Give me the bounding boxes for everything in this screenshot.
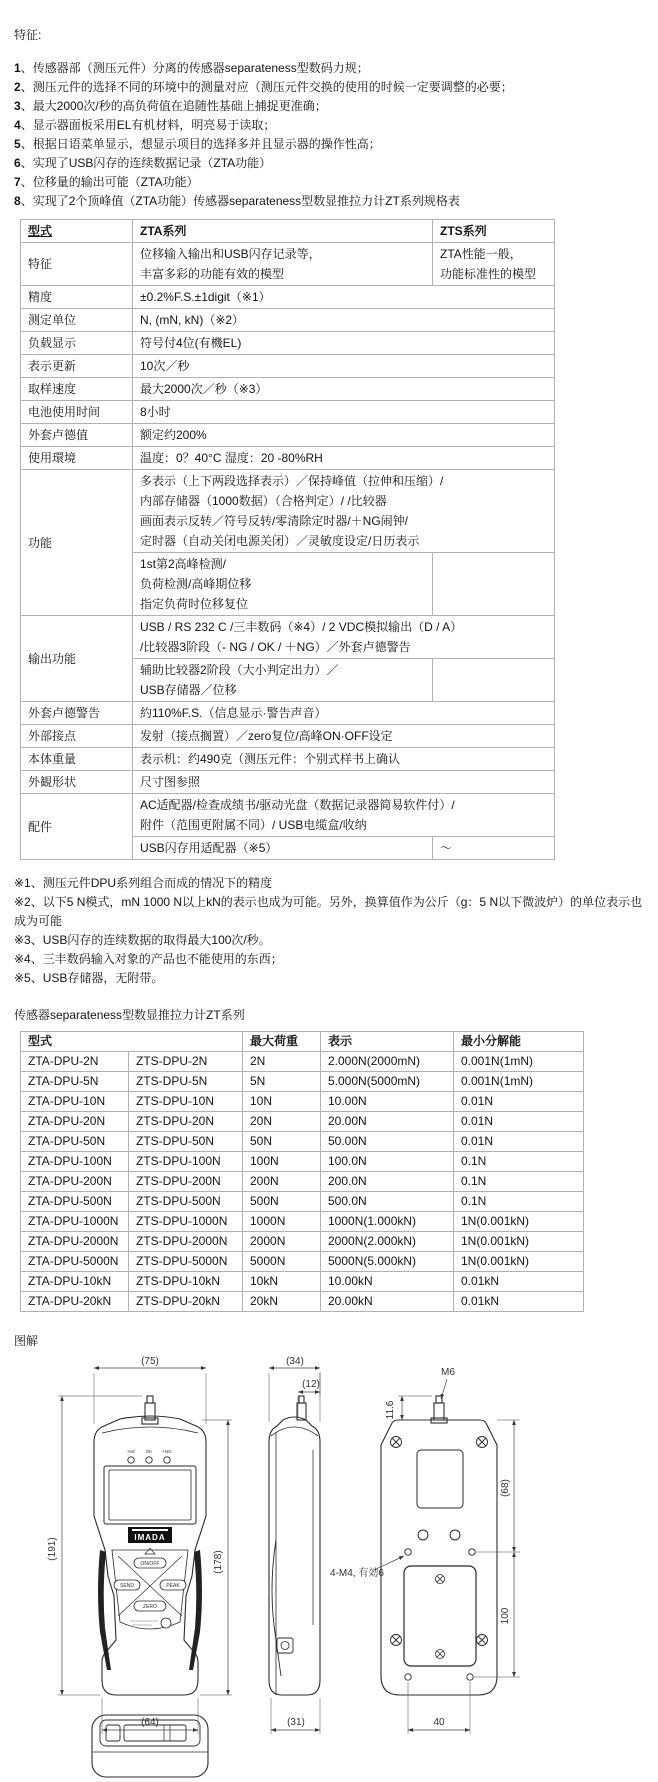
front-left-grip: [98, 1550, 111, 1670]
spec-row: [21, 243, 555, 286]
table-cell: 0.1N: [454, 1172, 584, 1192]
table-cell: ZTA-DPU-100N: [21, 1152, 129, 1172]
table-cell: ZTA-DPU-20N: [21, 1112, 129, 1132]
cell-line: 位移输入输出和USB闪存记录等，: [140, 247, 321, 261]
battery-cover-screws: [436, 1575, 445, 1659]
rear-pin-tip: [436, 1396, 442, 1403]
cell-line: 功能标准性的模型: [440, 267, 537, 281]
table-cell: ZTS-DPU-10N: [129, 1092, 243, 1112]
model-row: [21, 1132, 584, 1152]
front-cap-line: [102, 1427, 198, 1433]
rear-hole-right: [450, 1530, 460, 1540]
rear-body-outline: [381, 1420, 497, 1695]
cell-line: 辅助比较器2阶段（大小判定出力）／: [140, 663, 339, 677]
table-cell: 50.00N: [321, 1132, 454, 1152]
table-cell: [133, 243, 433, 286]
feature-text: 、测压元件的选择不同的环境中的测量对应（测压元件交换的使用的时候一定要调整的必要；: [20, 80, 513, 94]
feature-item: [14, 97, 658, 116]
cell-line: 内部存储器（1000数据）（合格判定）/ /比较器: [140, 494, 387, 508]
table-cell: ZTA-DPU-10kN: [21, 1272, 129, 1292]
table-cell: ZTA-DPU-10N: [21, 1092, 129, 1112]
display-screen: [109, 1470, 191, 1520]
table-cell: ZTA-DPU-1000N: [21, 1212, 129, 1232]
led-plus-label: +NG: [162, 1449, 172, 1454]
model-row: [21, 1232, 584, 1252]
dim-rear-lower-span-label: 100: [500, 1607, 511, 1625]
feature-text: 、显示器面板采用EL有机材料，明亮易于读取；: [20, 118, 276, 132]
table-cell: 10.00N: [321, 1092, 454, 1112]
table-cell: 2000N: [243, 1232, 321, 1252]
table-cell: 取样速度: [21, 378, 133, 401]
feature-number: 2: [14, 80, 21, 94]
side-cap-line: [271, 1427, 318, 1436]
table-cell: 测定单位: [21, 309, 133, 332]
column-header: 型式: [21, 1032, 243, 1052]
send-button-label: SEND: [120, 1583, 134, 1589]
table-cell: 表示更新: [21, 355, 133, 378]
front-view-drawing: [94, 1396, 206, 1695]
led-minus-label: -NG: [126, 1449, 136, 1454]
table-cell: 符号付4位(有機EL): [133, 332, 555, 355]
m4-hole-bottom-right: [467, 1674, 473, 1680]
cell-line: /比较器3阶段（- NG / OK / ＋NG）／外套卢德警告: [140, 640, 411, 654]
spec-row: [21, 794, 555, 837]
front-pin: [145, 1403, 155, 1420]
feature-text: 、实现了USB闪存的连续数据记录（ZTA功能）: [20, 156, 272, 170]
models-table: [20, 1031, 584, 1312]
dimension-lines: [58, 1368, 520, 1734]
model-row: [21, 1172, 584, 1192]
dim-side-pin-width-label: (12): [302, 1379, 320, 1390]
table-cell: 0.01kN: [454, 1292, 584, 1312]
m4-hole-top-left: [405, 1549, 411, 1555]
table-cell: 20.00N: [321, 1112, 454, 1132]
model-row: [21, 1112, 584, 1132]
table-cell: 5N: [243, 1072, 321, 1092]
table-cell: 表示机：约490克（测压元件：个别式样书上确认: [133, 748, 555, 771]
table-cell: ZTS-DPU-200N: [129, 1172, 243, 1192]
footnote: ※3、USB闪存的连续数据的取得最大100次/秒。: [14, 933, 271, 947]
table-cell: 10次／秒: [133, 355, 555, 378]
table-cell: [433, 243, 555, 286]
dim-side-bottom-width-label: (31): [287, 1717, 305, 1728]
dim-front-bottom-width-label: (64): [141, 1717, 159, 1728]
spec-row: [21, 725, 555, 748]
cell-line: AC适配器/检查成绩书/驱动光盘（数据记录器简易软件付）/: [140, 798, 455, 812]
front-pin-flange: [142, 1418, 158, 1424]
table-cell: 外套卢德警告: [21, 702, 133, 725]
spec-row: [21, 332, 555, 355]
rear-display-cutout: [417, 1450, 463, 1508]
table-cell: 50N: [243, 1132, 321, 1152]
bottom-slot-ticks: [164, 1725, 170, 1741]
models-title: 传感器separateness型数显推拉力计ZT系列: [14, 1008, 245, 1022]
table-cell: N, (mN, kN)（※2）: [133, 309, 555, 332]
set-button: [161, 1618, 171, 1628]
bottom-slot-small: [106, 1725, 120, 1741]
dim-front-height-left-label: (191): [47, 1537, 58, 1561]
spec-row: [21, 401, 555, 424]
dim-front-width-label: (75): [141, 1356, 159, 1367]
dim-side-width-label: (34): [286, 1356, 304, 1367]
model-row: [21, 1052, 584, 1072]
model-row: [21, 1272, 584, 1292]
feature-number: 6: [14, 156, 21, 170]
feature-text: 、位移量的输出可能（ZTA功能）: [20, 175, 199, 189]
table-cell: 0.01N: [454, 1132, 584, 1152]
table-cell: USB闪存用适配器（※5）: [133, 837, 433, 860]
models-header-row: [21, 1032, 584, 1052]
table-cell: ZTA-DPU-2N: [21, 1052, 129, 1072]
table-cell: 20.00kN: [321, 1292, 454, 1312]
feature-number: 4: [14, 118, 21, 132]
table-cell: ZTA-DPU-50N: [21, 1132, 129, 1152]
side-connector: [277, 1638, 293, 1653]
table-cell: ZTS-DPU-20N: [129, 1112, 243, 1132]
table-cell: 0.1N: [454, 1192, 584, 1212]
model-row: [21, 1192, 584, 1212]
table-cell: 約110%F.S.（信息显示·警告声音）: [133, 702, 555, 725]
feature-number: 8: [14, 194, 21, 208]
table-cell: 电池使用时间: [21, 401, 133, 424]
m4-hole-bottom-left: [405, 1674, 411, 1680]
table-cell: 尺寸图参照: [133, 771, 555, 794]
table-cell: ZTS-DPU-1000N: [129, 1212, 243, 1232]
dim-rear-hole-span-label: 40: [433, 1717, 445, 1728]
table-cell: ZTA-DPU-200N: [21, 1172, 129, 1192]
table-cell: [433, 553, 555, 616]
table-cell: ZTS-DPU-5000N: [129, 1252, 243, 1272]
battery-cover: [404, 1566, 476, 1666]
spec-table: [20, 219, 555, 860]
imada-logo-text: IMADA: [134, 1533, 166, 1542]
spec-row: [21, 470, 555, 553]
features-list: [14, 59, 658, 211]
table-cell: ZTA-DPU-2000N: [21, 1232, 129, 1252]
table-cell: ZTS系列: [433, 220, 555, 243]
feature-item: [14, 59, 658, 78]
table-cell: ZTA-DPU-5N: [21, 1072, 129, 1092]
rear-pin-thread-label: M6: [441, 1367, 455, 1378]
table-cell: [133, 659, 433, 702]
side-grip-curve: [272, 1540, 281, 1676]
column-header: 最小分解能: [454, 1032, 584, 1052]
table-cell: 本体重量: [21, 748, 133, 771]
spec-row: [21, 447, 555, 470]
table-cell: 2000N(2.000kN): [321, 1232, 454, 1252]
table-cell: 1000N(1.000kN): [321, 1212, 454, 1232]
spec-row: [21, 220, 555, 243]
cell-line: USB / RS 232 C /三丰数码（※4）/ 2 VDC模拟输出（D / A）: [140, 620, 463, 634]
table-cell: ZTS-DPU-500N: [129, 1192, 243, 1212]
dimension-labels: [47, 1356, 511, 1728]
footnote: ※4、三丰数码输入对象的产品也不能使用的东西；: [14, 952, 283, 966]
table-cell: 2.000N(2000mN): [321, 1052, 454, 1072]
spec-row: [21, 424, 555, 447]
rear-view-drawing: [381, 1396, 497, 1695]
table-cell: ZTS-DPU-10kN: [129, 1272, 243, 1292]
spec-row: [21, 286, 555, 309]
zero-button-label: ZERO: [143, 1604, 157, 1610]
cell-line: 附件（范围更附属不同）/ USB电缆盒/收纳: [140, 818, 367, 832]
cell-line: 1st第2高峰检测/: [140, 557, 227, 571]
table-cell: [133, 616, 555, 659]
features-title: 特征:: [14, 28, 42, 42]
table-cell: [433, 659, 555, 702]
table-cell: 10kN: [243, 1272, 321, 1292]
m4-hole-top-right: [469, 1549, 475, 1555]
feature-item: [14, 173, 658, 192]
dim-rear-upper-span-label: (68): [500, 1479, 511, 1497]
feature-text: 、实现了2个顶峰值（ZTA功能）传感器separateness型数显推拉力计ZT系列规格表: [20, 194, 460, 208]
table-cell: 最大2000次／秒（※3）: [133, 378, 555, 401]
feature-text: 、根据日语菜单显示，想显示项目的选择多并且显示器的操作性高；: [20, 137, 381, 151]
table-cell: 外部接点: [21, 725, 133, 748]
cell-line: 定时器（自动关闭电源关闭）／灵敏度设定/日历表示: [140, 534, 420, 548]
table-cell: 0.1N: [454, 1152, 584, 1172]
feature-number: 7: [14, 175, 21, 189]
spec-row: [21, 378, 555, 401]
table-cell: ZTS-DPU-20kN: [129, 1292, 243, 1312]
table-cell: 外観形状: [21, 771, 133, 794]
spec-row: [21, 616, 555, 659]
table-cell: ZTS-DPU-2N: [129, 1052, 243, 1072]
arrow-up-key: [145, 1548, 155, 1554]
cell-line: 丰富多彩的功能有效的模型: [140, 267, 285, 281]
table-cell: 100N: [243, 1152, 321, 1172]
side-pin-tip: [299, 1396, 304, 1403]
table-cell: 0.01N: [454, 1112, 584, 1132]
feature-number: 1: [14, 61, 21, 75]
table-cell: 5000N: [243, 1252, 321, 1272]
dim-front-height-right-label: (178): [213, 1550, 224, 1574]
rear-hole-left: [418, 1530, 428, 1540]
front-pin-tip: [147, 1396, 153, 1403]
table-cell: 精度: [21, 286, 133, 309]
model-row: [21, 1252, 584, 1272]
display-frame: [104, 1466, 196, 1524]
table-cell: 200N: [243, 1172, 321, 1192]
cell-line: ZTA性能一般，: [440, 247, 522, 261]
feature-item: [14, 135, 658, 154]
feature-text: 、传感器部（测压元件）分离的传感器separateness型数码力规；: [20, 61, 369, 75]
model-fineprint-lines: [130, 1621, 158, 1625]
table-cell: 100.0N: [321, 1152, 454, 1172]
table-cell: 500N: [243, 1192, 321, 1212]
table-cell: 外套卢德值: [21, 424, 133, 447]
led-plus-ng: [164, 1457, 170, 1463]
table-cell: [133, 794, 555, 837]
table-cell: 0.01N: [454, 1092, 584, 1112]
front-body-outline: [94, 1416, 206, 1695]
table-cell: 10.00kN: [321, 1272, 454, 1292]
peak-button-label: PEAK: [166, 1583, 180, 1589]
model-row: [21, 1212, 584, 1232]
table-cell: 特征: [21, 243, 133, 286]
table-cell: 温度：0？40°C 湿度：20 -80%RH: [133, 447, 555, 470]
logo-small-text-bar: [132, 1529, 168, 1531]
feature-number: 5: [14, 137, 21, 151]
table-cell: ZTA系列: [133, 220, 433, 243]
table-cell: ZTS-DPU-100N: [129, 1152, 243, 1172]
led-minus-ng: [128, 1457, 134, 1463]
table-cell: ZTS-DPU-50N: [129, 1132, 243, 1152]
feature-item: [14, 78, 658, 97]
rear-mounting-note-label: 4-M4, 有効6: [330, 1568, 384, 1579]
model-row: [21, 1152, 584, 1172]
table-cell: 1N(0.001kN): [454, 1232, 584, 1252]
table-cell: 配件: [21, 794, 133, 860]
corner-screws: [391, 1437, 488, 1646]
table-cell: 1000N: [243, 1212, 321, 1232]
model-row: [21, 1292, 584, 1312]
spec-row: [21, 771, 555, 794]
table-cell: 5000N(5.000kN): [321, 1252, 454, 1272]
footnote: ※2、以下5 N模式，mN 1000 N以上kN的表示也成为可能。另外，换算值作为公斤（g：5 N以下微波炉）的单位表示也成为可能: [14, 895, 643, 928]
table-cell: 10N: [243, 1092, 321, 1112]
table-cell: ZTA-DPU-500N: [21, 1192, 129, 1212]
table-cell: 20kN: [243, 1292, 321, 1312]
rear-pin: [434, 1403, 444, 1420]
table-cell: 型式: [21, 220, 133, 243]
table-cell: 1N(0.001kN): [454, 1252, 584, 1272]
table-cell: ZTS-DPU-2000N: [129, 1232, 243, 1252]
table-cell: 额定约200%: [133, 424, 555, 447]
table-cell: [133, 553, 433, 616]
table-cell: 0.01kN: [454, 1272, 584, 1292]
led-ok: [146, 1457, 152, 1463]
feature-text: 、最大2000次/秒的高负荷值在追随性基础上捕捉更准确；: [20, 99, 327, 113]
table-cell: 0.001N(1mN): [454, 1052, 584, 1072]
table-cell: 2N: [243, 1052, 321, 1072]
table-cell: 20N: [243, 1112, 321, 1132]
table-cell: 使用環境: [21, 447, 133, 470]
spec-row: [21, 309, 555, 332]
cell-line: 负荷检测/高峰期位移: [140, 577, 252, 591]
onoff-button-label: ON/OFF: [140, 1561, 160, 1567]
spec-row: [21, 355, 555, 378]
model-row: [21, 1092, 584, 1112]
side-view-drawing: [269, 1396, 320, 1695]
feature-number: 3: [14, 99, 21, 113]
diagram-title: 图解: [14, 1334, 39, 1348]
table-cell: 200.0N: [321, 1172, 454, 1192]
technical-drawing: [14, 1355, 658, 1779]
cell-line: USB存储器／位移: [140, 683, 237, 697]
table-cell: 负载显示: [21, 332, 133, 355]
spec-row: [21, 702, 555, 725]
table-cell: 8小时: [133, 401, 555, 424]
cell-line: 指定负荷时位移复位: [140, 597, 249, 611]
feature-item: [14, 192, 658, 211]
table-cell: 5.000N(5000mN): [321, 1072, 454, 1092]
table-cell: 功能: [21, 470, 133, 616]
rear-pin-height-label: 11.6: [385, 1400, 396, 1420]
column-header: 表示: [321, 1032, 454, 1052]
front-right-grip: [189, 1550, 202, 1670]
table-cell: 0.001N(1mN): [454, 1072, 584, 1092]
led-ok-label: OK: [145, 1449, 153, 1454]
table-cell: [133, 470, 555, 553]
notes: [14, 874, 654, 988]
table-cell: ±0.2%F.S.±1digit（※1）: [133, 286, 555, 309]
table-cell: ZTA-DPU-5000N: [21, 1252, 129, 1272]
table-cell: 〜: [433, 837, 555, 860]
model-row: [21, 1072, 584, 1092]
feature-item: [14, 154, 658, 173]
side-body-outline: [269, 1417, 320, 1695]
table-cell: 1N(0.001kN): [454, 1212, 584, 1232]
table-cell: 发射（接点搁置）／zero复位/高峰ON·OFF设定: [133, 725, 555, 748]
footnote: ※5、USB存储器，无附带。: [14, 971, 164, 985]
footnote: ※1、测压元件DPU系列组合而成的情况下的精度: [14, 876, 273, 890]
feature-item: [14, 116, 658, 135]
cell-line: 画面表示反转／符号反转/零清除定时器/＋NG闹钟/: [140, 514, 409, 528]
table-cell: 500.0N: [321, 1192, 454, 1212]
table-cell: ZTS-DPU-5N: [129, 1072, 243, 1092]
table-cell: 输出功能: [21, 616, 133, 702]
table-cell: ZTA-DPU-20kN: [21, 1292, 129, 1312]
side-connector-hole: [281, 1642, 289, 1650]
spec-row: [21, 748, 555, 771]
cell-line: 多表示（上下两段选择表示）／保持峰值（拉伸和压缩）/: [140, 474, 444, 488]
column-header: 最大荷重: [243, 1032, 321, 1052]
